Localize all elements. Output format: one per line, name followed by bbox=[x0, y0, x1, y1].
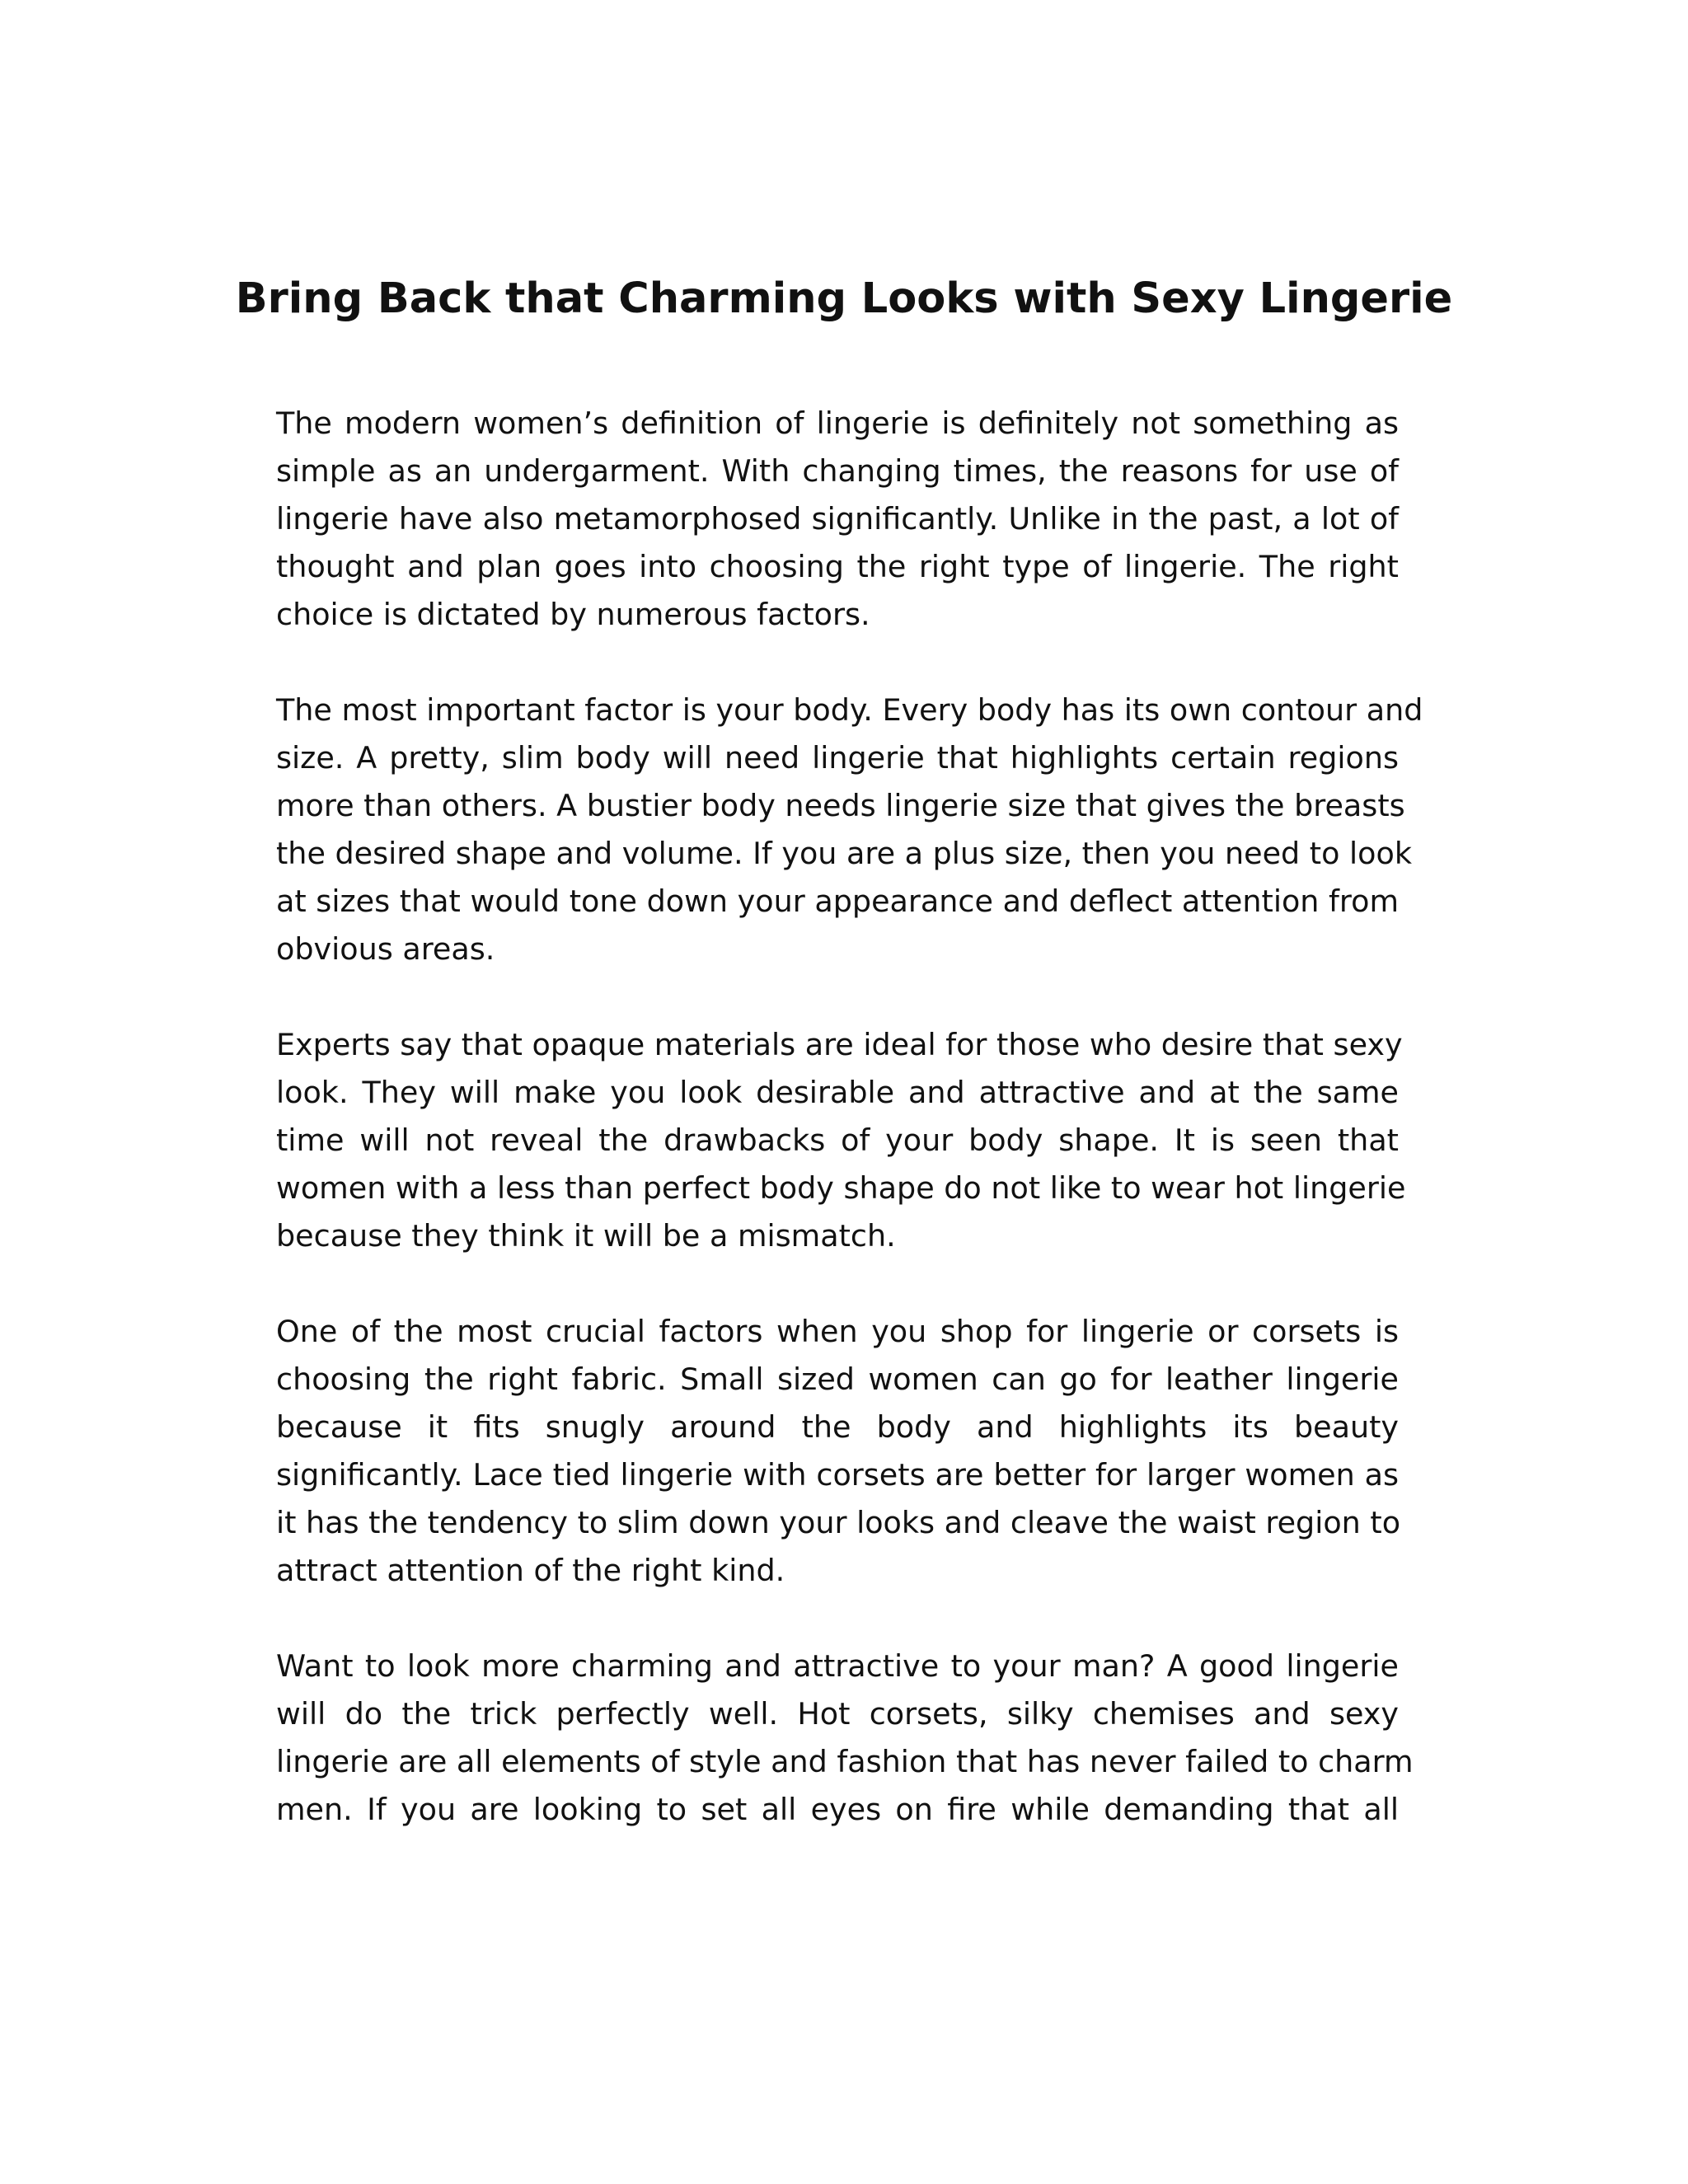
paragraph-line: time will not reveal the drawbacks of your body shape. It is seen that bbox=[276, 1122, 1399, 1158]
paragraph-line: more than others. A bustier body needs lingerie size that gives the breasts bbox=[276, 788, 1405, 823]
paragraph-line: One of the most crucial factors when you shop for lingerie or corsets is bbox=[276, 1314, 1399, 1349]
document-body bbox=[276, 400, 1423, 1882]
paragraph-line: significantly. Lace tied lingerie with corsets are better for larger women as bbox=[276, 1457, 1399, 1493]
paragraph bbox=[276, 1021, 1406, 1260]
paragraph-line: it has the tendency to slim down your looks and cleave the waist region to bbox=[276, 1505, 1401, 1540]
paragraph-line: women with a less than perfect body shape do not like to wear hot lingerie bbox=[276, 1170, 1406, 1206]
paragraph-line: the desired shape and volume. If you are a plus size, then you need to look bbox=[276, 836, 1412, 871]
paragraph-line: attract attention of the right kind. bbox=[276, 1553, 785, 1588]
paragraph-line: size. A pretty, slim body will need lingerie that highlights certain regions bbox=[276, 740, 1399, 776]
paragraph-line: choosing the right fabric. Small sized women can go for leather lingerie bbox=[276, 1361, 1399, 1397]
paragraph bbox=[276, 1308, 1399, 1595]
document-title: Bring Back that Charming Looks with Sexy Lingerie bbox=[235, 274, 1453, 323]
paragraph-line: thought and plan goes into choosing the right type of lingerie. The right bbox=[276, 549, 1399, 584]
paragraph-line: because it fits snugly around the body and highlights its beauty bbox=[276, 1409, 1399, 1445]
paragraph-line: lingerie have also metamorphosed significantly. Unlike in the past, a lot of bbox=[276, 501, 1399, 537]
paragraph-line: choice is dictated by numerous factors. bbox=[276, 597, 870, 632]
paragraph-line: The modern women’s definition of lingerie is definitely not something as bbox=[276, 405, 1399, 441]
paragraph-line: will do the trick perfectly well. Hot corsets, silky chemises and sexy bbox=[276, 1696, 1399, 1732]
paragraph-line: obvious areas. bbox=[276, 931, 495, 967]
paragraph bbox=[276, 1643, 1414, 1834]
paragraph-line: Experts say that opaque materials are ideal for those who desire that sexy bbox=[276, 1027, 1403, 1062]
paragraph-line: The most important factor is your body. Every body has its own contour and bbox=[276, 692, 1423, 728]
paragraph-line: simple as an undergarment. With changing times, the reasons for use of bbox=[276, 453, 1399, 489]
paragraph-line: Want to look more charming and attractive to your man? A good lingerie bbox=[276, 1648, 1399, 1684]
paragraph bbox=[276, 400, 1399, 639]
paragraph-line: because they think it will be a mismatch. bbox=[276, 1218, 896, 1254]
paragraph-line: lingerie are all elements of style and fashion that has never failed to charm bbox=[276, 1744, 1414, 1779]
paragraph-line: look. They will make you look desirable and attractive and at the same bbox=[276, 1075, 1399, 1110]
paragraph-line: at sizes that would tone down your appearance and deflect attention from bbox=[276, 883, 1399, 919]
paragraph bbox=[276, 687, 1423, 973]
paragraph-line: men. If you are looking to set all eyes on fire while demanding that all bbox=[276, 1792, 1399, 1827]
